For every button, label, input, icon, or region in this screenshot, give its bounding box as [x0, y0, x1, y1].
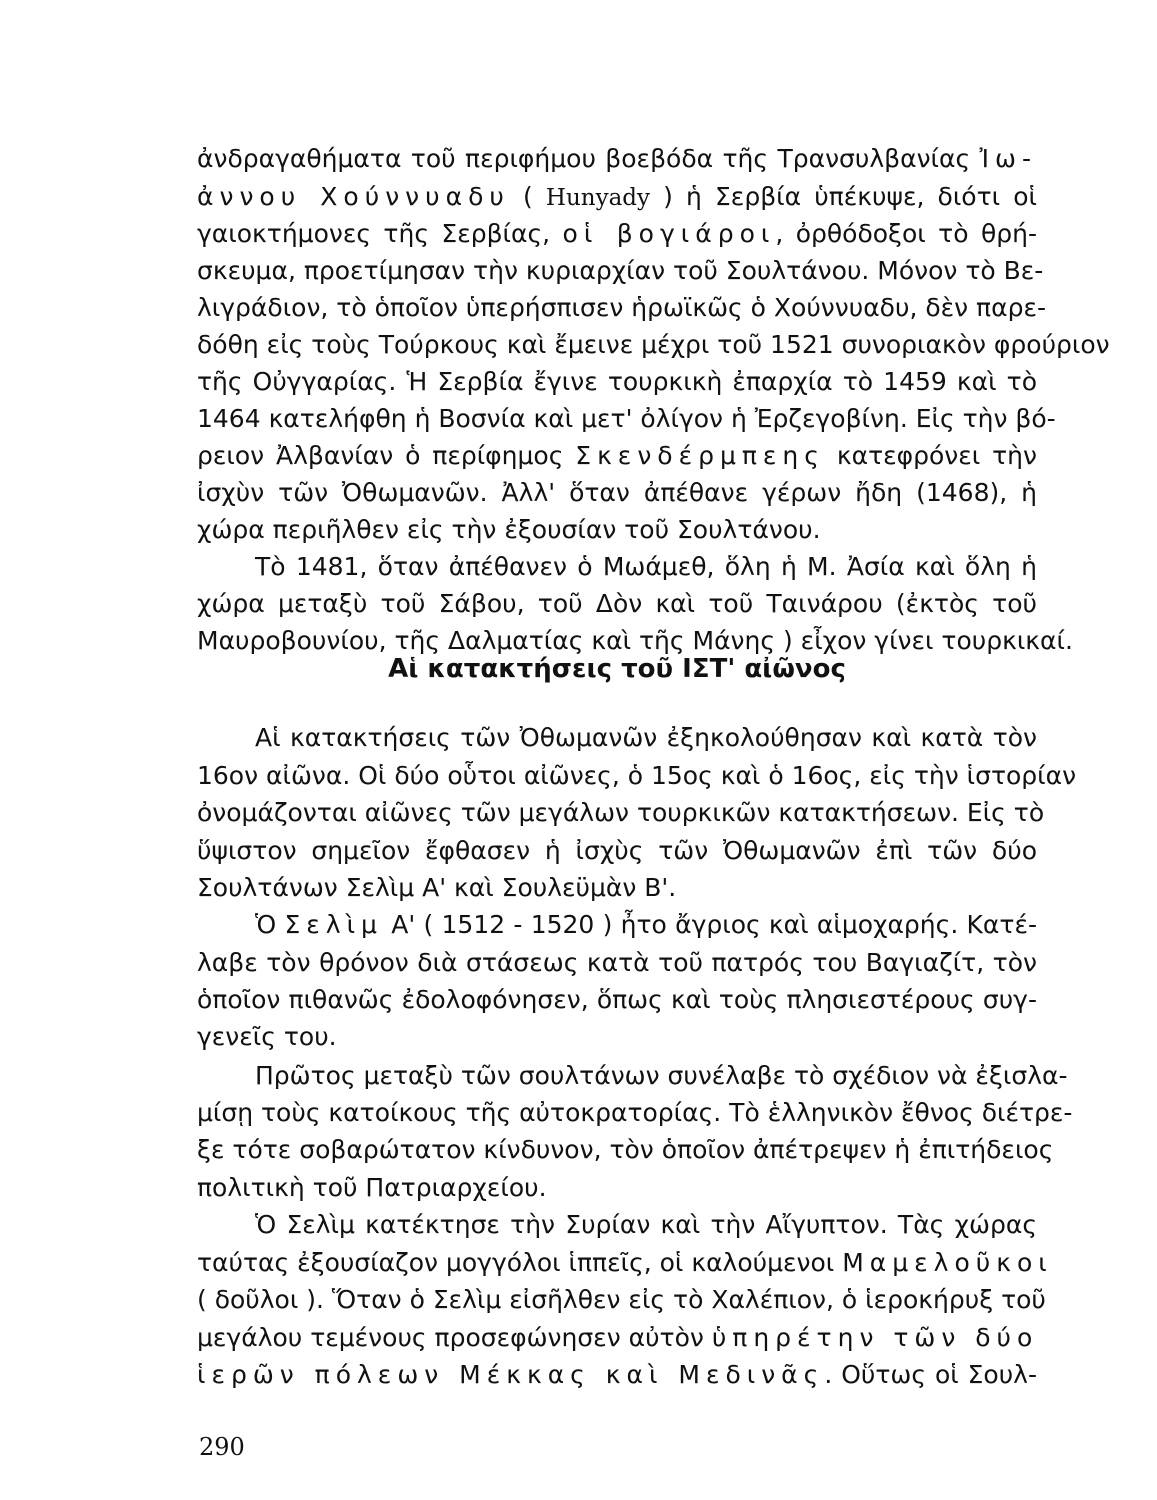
- text-span: ταύτας ἐξουσίαζον μογγόλοι ἱππεῖς, οἱ καλούμενοι: [197, 1248, 843, 1277]
- spaced-name: Σκενδέρμπεης: [575, 441, 825, 470]
- spaced-name: οἱ βογιάροι: [562, 219, 776, 248]
- text-span: (: [509, 182, 546, 211]
- text-line: δόθη εἰς τοὺς Τούρκους καὶ ἔμεινε μέχρι τοῦ 1521 συνοριακὸν φρούριον: [197, 330, 1110, 359]
- text-line: [197, 1320, 1037, 1356]
- text-line: [197, 1245, 1053, 1281]
- text-line: Τὸ 1481, ὅταν ἀπέθανεν ὁ Μωάμεθ, ὅλη ἡ Μ. Ἀσία καὶ ὅλη ἡ: [255, 552, 1037, 581]
- text-span: Α' ( 1512 - 1520 ) ἦτο ἄγριος καὶ αἱμοχαρής. Κατέ-: [382, 910, 1038, 939]
- text-line: χώρα περιῆλθεν εἰς τὴν ἐξουσίαν τοῦ Σουλτάνου.: [197, 515, 821, 544]
- text-line: λαβε τὸν θρόνον διὰ στάσεως κατὰ τοῦ πατρός του Βαγιαζίτ, τὸν: [197, 948, 1037, 977]
- text-line: [197, 907, 1037, 943]
- text-line: 1464 κατελήφθη ἡ Βοσνία καὶ μετ' ὀλίγον ἡ Ἐρζεγοβίνη. Εἰς τὴν βό-: [197, 404, 1056, 433]
- text-span: ) ἡ Σερβία ὑπέκυψε, διότι οἱ: [650, 182, 1038, 211]
- text-span: γαιοκτήμονες τῆς Σερβίας,: [197, 219, 563, 248]
- page-number: 290: [199, 1433, 245, 1461]
- text-line: [197, 438, 1037, 474]
- text-line: λιγράδιον, τὸ ὁποῖον ὑπερήσπισεν ἡρωϊκῶς ὁ Χούννυαδυ, δὲν παρε-: [197, 293, 1046, 322]
- text-span: κατεφρόνει τὴν: [824, 441, 1037, 470]
- text-line: ( δοῦλοι ). Ὅταν ὁ Σελὶμ εἰσῆλθεν εἰς τὸ Χαλέπιον, ὁ ἱεροκήρυξ τοῦ: [197, 1285, 1046, 1314]
- text-line: [197, 216, 1037, 252]
- text-line: [197, 179, 1037, 215]
- text-line: Μαυροβουνίου, τῆς Δαλματίας καὶ τῆς Μάνης ) εἶχον γίνει τουρκικαί.: [197, 626, 1073, 655]
- section-heading: Αἱ κατακτήσεις τοῦ ΙΣΤ' αἰῶνος: [388, 654, 846, 684]
- text-line: ξε τότε σοβαρώτατον κίνδυνον, τὸν ὁποῖον ἀπέτρεψεν ἡ ἐπιτήδειος: [197, 1135, 1054, 1164]
- text-line: Πρῶτος μεταξὺ τῶν σουλτάνων συνέλαβε τὸ σχέδιον νὰ ἐξισλα-: [255, 1061, 1068, 1090]
- text-line: τῆς Οὐγγαρίας. Ἡ Σερβία ἔγινε τουρκικὴ ἐπαρχία τὸ 1459 καὶ τὸ: [197, 367, 1037, 396]
- text-line: πολιτικὴ τοῦ Πατριαρχείου.: [197, 1173, 547, 1202]
- text-span: ρειον Ἀλβανίαν ὁ περίφημος: [197, 441, 576, 470]
- text-line: Αἱ κατακτήσεις τῶν Ὀθωμανῶν ἐξηκολούθησαν καὶ κατὰ τὸν: [255, 723, 1037, 752]
- text-line: ὁποῖον πιθανῶς ἐδολοφόνησεν, ὅπως καὶ τοὺς πλησιεστέρους συγ-: [197, 985, 1037, 1014]
- text-line: Ὁ Σελὶμ κατέκτησε τὴν Συρίαν καὶ τὴν Αἴγυπτον. Τὰς χώρας: [255, 1210, 1037, 1239]
- latin-name: Hunyady: [545, 185, 650, 211]
- text-line: ἰσχὺν τῶν Ὀθωμανῶν. Ἀλλ' ὅταν ἀπέθανε γέρων ἤδη (1468), ἡ: [197, 478, 1037, 507]
- text-line: σκευμα, προετίμησαν τὴν κυριαρχίαν τοῦ Σουλτάνου. Μόνον τὸ Βε-: [197, 256, 1044, 285]
- text-line: [197, 141, 1037, 177]
- text-line: [197, 1357, 1037, 1393]
- text-line: γενεῖς του.: [197, 1022, 337, 1051]
- spaced-name: Σελὶμ: [284, 910, 383, 939]
- spaced-name: Ἰω-: [979, 144, 1037, 173]
- text-line: Σουλτάνων Σελὶμ Α' καὶ Σουλεϋμὰν Β'.: [197, 873, 677, 902]
- text-span: Ὁ: [255, 910, 285, 939]
- text-line: ὀνομάζονται αἰῶνες τῶν μεγάλων τουρκικῶν κατακτήσεων. Εἰς τὸ: [197, 798, 1045, 827]
- text-line: ὕψιστον σημεῖον ἔφθασεν ἡ ἰσχὺς τῶν Ὀθωμανῶν ἐπὶ τῶν δύο: [197, 836, 1037, 865]
- text-line: 16ον αἰῶνα. Οἱ δύο οὗτοι αἰῶνες, ὁ 15ος καὶ ὁ 16ος, εἰς τὴν ἱστορίαν: [197, 761, 1077, 790]
- text-span: . Οὕτως οἱ Σουλ-: [824, 1360, 1038, 1389]
- text-line: χώρα μεταξὺ τοῦ Σάβου, τοῦ Δὸν καὶ τοῦ Ταινάρου (ἐκτὸς τοῦ: [197, 589, 1037, 618]
- text-span: ἀνδραγαθήματα τοῦ περιφήμου βοεβόδα τῆς Τρανσυλβανίας: [197, 144, 980, 173]
- spaced-name: Μαμελοῦκοι: [842, 1248, 1053, 1277]
- text-span: , ὀρθόδοξοι τὸ θρή-: [775, 219, 1037, 248]
- text-line: μίσῃ τοὺς κατοίκους τῆς αὐτοκρατορίας. Τὸ ἑλληνικὸν ἔθνος διέτρε-: [197, 1098, 1073, 1127]
- text-span: μεγάλου τεμένους προσεφώνησεν αὐτὸν: [197, 1323, 712, 1352]
- spaced-name: ἀννου Χούννυαδυ: [197, 182, 510, 211]
- spaced-name: ὑπηρέτην τῶν δύο: [711, 1323, 1039, 1352]
- spaced-name: ἱερῶν πόλεων Μέκκας καὶ Μεδινᾶς: [197, 1360, 825, 1389]
